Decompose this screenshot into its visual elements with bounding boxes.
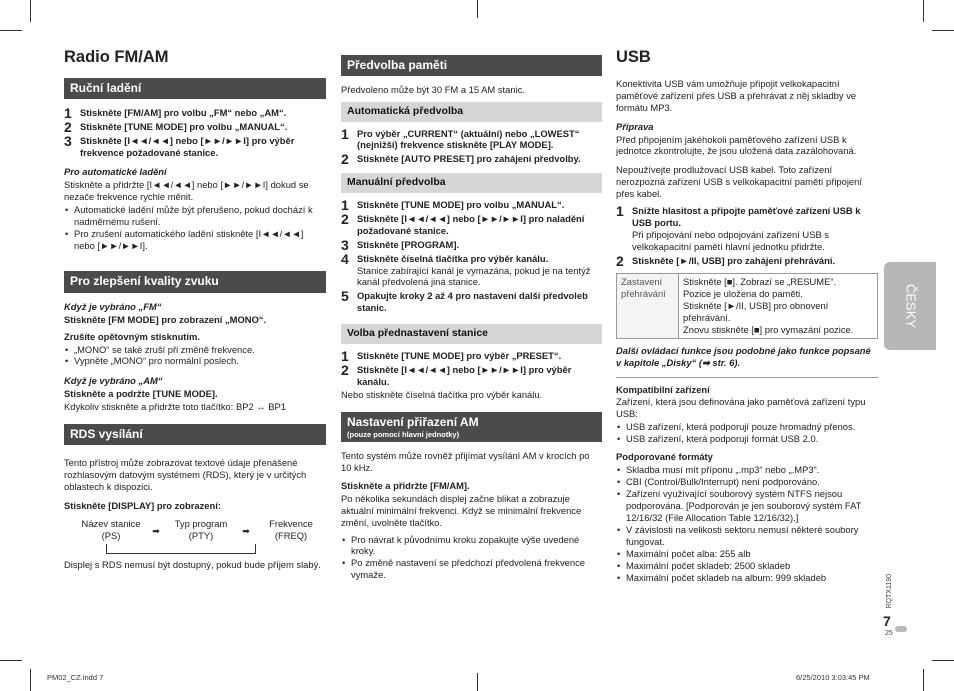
- subheading-formats: Podporované formáty: [616, 451, 713, 463]
- flow-item-ps: Název stanice (PS): [81, 518, 141, 542]
- step: 2 Stiskněte [I◄◄/◄◄] nebo [►►/►►I] pro výběr kanálu.: [341, 361, 572, 387]
- section-header-manual-tuning: Ruční ladění: [64, 78, 326, 99]
- section-header-rds: RDS vysílání: [64, 424, 326, 445]
- compatible-list: [616, 421, 878, 445]
- compatible-text: Zařízení, která jsou definována jako paměťová zařízení typu USB:: [616, 396, 866, 420]
- step: 1 Stiskněte [TUNE MODE] pro výběr „PRESET“.: [341, 347, 562, 364]
- list-item: • CBI (Control/Bulk/Interrupt) není podporováno.: [616, 476, 878, 488]
- crop-mark: [923, 0, 924, 22]
- table-value: Stiskněte [■]. Zobrazí se „RESUME“. Pozice je uložena do paměti. Stiskněte [►/II, USB] pro obnovení přehrávání. Znovu stiskněte [■] pro vymazání pozice.: [679, 273, 878, 338]
- flow-item-pty: Typ program (PTY): [174, 518, 228, 542]
- page-number: 7: [883, 613, 891, 629]
- step: 2 Stiskněte [►/II, USB] pro zahájení přehrávání.: [616, 252, 836, 269]
- list-item: • Pro návrat k původnímu kroku zopakujte výše uvedené kroky.: [341, 534, 602, 558]
- section-header-am-setting: Nastavení přiřazení AM (pouze pomocí hlavní jednotky): [341, 412, 602, 441]
- divider: [616, 377, 878, 378]
- other-functions-note: Další ovládací funkce jsou podobné jako funkce popsané v kapitole „Disky“ (➡ str. 6).: [616, 344, 871, 368]
- list-item: • Maximální počet skladeb na album: 999 skladeb: [616, 572, 878, 584]
- double-arrow-icon: ↔: [256, 401, 266, 413]
- usb-intro: Konektivita USB vám umožňuje připojit velkokapacitní paměťové zařízení přes USB a přehrávat z něj skladby ve formátu MP3.: [616, 77, 857, 113]
- section-header-preset: Předvolba paměti: [341, 55, 602, 76]
- page-title-usb: USB: [616, 48, 651, 66]
- list-item: • Vypněte „MONO“ pro normální poslech.: [64, 355, 326, 367]
- subheading-am: Když je vybráno „AM“: [64, 375, 163, 387]
- list-item: • V závislosti na velikosti sektoru nemusí některé soubory fungovat.: [616, 524, 878, 548]
- step: 2 Stiskněte [I◄◄/◄◄] nebo [►►/►►I] pro naladění požadované stanice.: [341, 210, 585, 236]
- rds-intro: Tento přístroj může zobrazovat textové údaje přenášené rozhlasovým datovým systémem (RDS), který je v určitých oblastech k dispozici.: [64, 457, 307, 493]
- auto-tuning-text: Stiskněte a přidržte [I◄◄/◄◄] nebo [►►/►►I] dokud se nezače frekvence rychle měnit.: [64, 178, 309, 202]
- crop-mark: [923, 669, 924, 691]
- cancel-instruction: Zrušíte opětovným stisknutím.: [64, 330, 200, 342]
- footer-file-info: PM02_CZ.indd 7: [47, 673, 104, 682]
- model-code: RQTX1190: [886, 574, 893, 609]
- rds-display-instruction: Stiskněte [DISPLAY] pro zobrazení:: [64, 500, 221, 512]
- list-item: • Skladba musí mít příponu „.mp3“ nebo „.MP3“.: [616, 464, 878, 476]
- step: 1 Stiskněte [FM/AM] pro volbu „FM“ nebo „AM“.: [64, 105, 287, 122]
- column-radio: [64, 46, 326, 572]
- subheading-preparation: Příprava: [616, 120, 654, 132]
- page-number-small: 25: [885, 630, 893, 637]
- list-item: • „MONO“ se také zruší při změně frekvence.: [64, 344, 326, 356]
- list-item: • USB zařízení, která podporují pouze hromadný přenos.: [616, 421, 878, 433]
- footer-timestamp: 6/25/2010 3:03:45 PM: [796, 673, 870, 682]
- am-setting-text: Po několika sekundách displej začne blikat a zobrazuje aktuální minimální frekvenci. Když se minimální frekvence změní, uvolněte tlačítko.: [341, 492, 582, 528]
- cable-warning: Nepoužívejte prodlužovací USB kabel. Toto zařízení nerozpozná zařízení USB s velkokapacitní pamětí připojení přes kabel.: [616, 164, 862, 200]
- am-setting-notes: [341, 534, 602, 582]
- step: 2 Stiskněte [TUNE MODE] pro volbu „MANUAL“.: [64, 119, 288, 136]
- flow-loop-line: [106, 544, 256, 554]
- step: 4 Stiskněte číselná tlačítka pro výběr kanálu. Stanice zabírající kanál je vymazána, pokud je na tentýž kanál předvolená jiná stanice.: [341, 250, 591, 288]
- preparation-text: Před připojením jakéhokoli paměťového zařízení USB k jednotce zkontrolujte, že jsou uložená data zazálohovaná.: [616, 133, 857, 157]
- step: 1 Stiskněte [TUNE MODE] pro volbu „MANUAL“.: [341, 196, 565, 213]
- step: 5 Opakujte kroky 2 až 4 pro nastavení další předvoleb stanic.: [341, 288, 588, 314]
- rds-display-flow: [76, 518, 326, 542]
- am-setting-intro: Tento systém může rovněž přijímat vysílání AM v krocích po 10 kHz.: [341, 449, 590, 473]
- subsection-header-auto-preset: Automatická předvolba: [341, 102, 602, 121]
- am-setting-instruction: Stiskněte a přidržte [FM/AM].: [341, 479, 470, 491]
- list-item: • USB zařízení, která podporují formát USB 2.0.: [616, 433, 878, 445]
- language-tab: ČESKY: [884, 262, 936, 350]
- section-header-sound-quality: Pro zlepšení kvality zvuku: [64, 271, 326, 292]
- crop-mark: [932, 30, 954, 31]
- list-item: • Maximální počet alba: 255 alb: [616, 548, 878, 560]
- rds-note: Displej s RDS nemusí být dostupný, pokud bude příjem slabý.: [64, 559, 321, 571]
- auto-tuning-notes: [64, 204, 326, 252]
- subheading-fm: Když je vybráno „FM“: [64, 300, 162, 312]
- formats-list: [616, 464, 878, 583]
- crop-mark: [477, 673, 478, 691]
- preset-intro: Předvoleno může být 30 FM a 15 AM stanic.: [341, 84, 525, 96]
- page-marker: [895, 626, 907, 632]
- crop-mark: [932, 660, 954, 661]
- list-item: • Maximální počet skladeb: 2500 skladeb: [616, 560, 878, 572]
- step: 3 Stiskněte [PROGRAM].: [341, 236, 460, 253]
- crop-mark: [30, 669, 31, 691]
- list-item: • Pro zrušení automatického ladění stiskněte [I◄◄/◄◄] nebo [►►/►►I].: [64, 228, 326, 252]
- select-preset-note: Nebo stiskněte číselná tlačítka pro výběr kanálu.: [341, 389, 543, 401]
- list-item: • Zařízení využívající souborový systém NTFS nejsou podporována. [Podporován je jen souborový systém FAT 12/16/32 (File Allocation Table 12/16/32).]: [616, 488, 878, 524]
- list-item: • Po změně nastavení se předchozí předvolená frekvence vymaže.: [341, 557, 602, 581]
- step: 1 Snižte hlasitost a připojte paměťové zařízení USB k USB portu. Při připojování nebo odpojování zařízení USB s velkokapacitní pamětí hlavní jednotku přidržte.: [616, 203, 861, 253]
- subsection-header-select-preset: Volba přednastavení stanice: [341, 324, 602, 343]
- subsection-header-manual-preset: Manuální předvolba: [341, 173, 602, 192]
- flow-item-freq: Frekvence (FREQ): [269, 518, 313, 542]
- step: 3 Stiskněte [I◄◄/◄◄] nebo [►►/►►I] pro výběr frekvence požadované stanice.: [64, 133, 295, 158]
- step: 1 Pro výběr „CURRENT“ (aktuální) nebo „LOWEST“ (nejnižší) frekvence stiskněte [PLAY MODE].: [341, 125, 580, 151]
- am-cycle-text: Kdykoliv stiskněte a přidržte toto tlačítko: BP2 ↔ BP1: [64, 401, 286, 413]
- crop-mark: [477, 0, 478, 18]
- arrow-right-icon: ➡: [152, 526, 160, 537]
- stop-playback-table: [616, 273, 878, 339]
- page-title-radio: Radio FM/AM: [64, 48, 169, 66]
- crop-mark: [0, 30, 22, 31]
- arrow-right-icon: ➡: [242, 526, 250, 537]
- table-label: Zastavení přehrávání: [617, 273, 679, 338]
- mono-notes: [64, 344, 326, 368]
- crop-mark: [30, 0, 31, 22]
- list-item: • Automatické ladění může být přerušeno, pokud dochází k nadměrnému rušení.: [64, 204, 326, 228]
- am-instruction: Stiskněte a podržte [TUNE MODE].: [64, 388, 218, 400]
- subheading-compatible: Kompatibilní zařízení: [616, 383, 710, 395]
- fm-mode-instruction: Stiskněte [FM MODE] pro zobrazení „MONO“.: [64, 313, 267, 325]
- column-usb: [616, 46, 878, 584]
- subheading-auto-tuning: Pro automatické ladění: [64, 165, 167, 177]
- column-preset: [341, 55, 602, 581]
- crop-mark: [0, 660, 22, 661]
- step: 2 Stiskněte [AUTO PRESET] pro zahájení předvolby.: [341, 151, 581, 168]
